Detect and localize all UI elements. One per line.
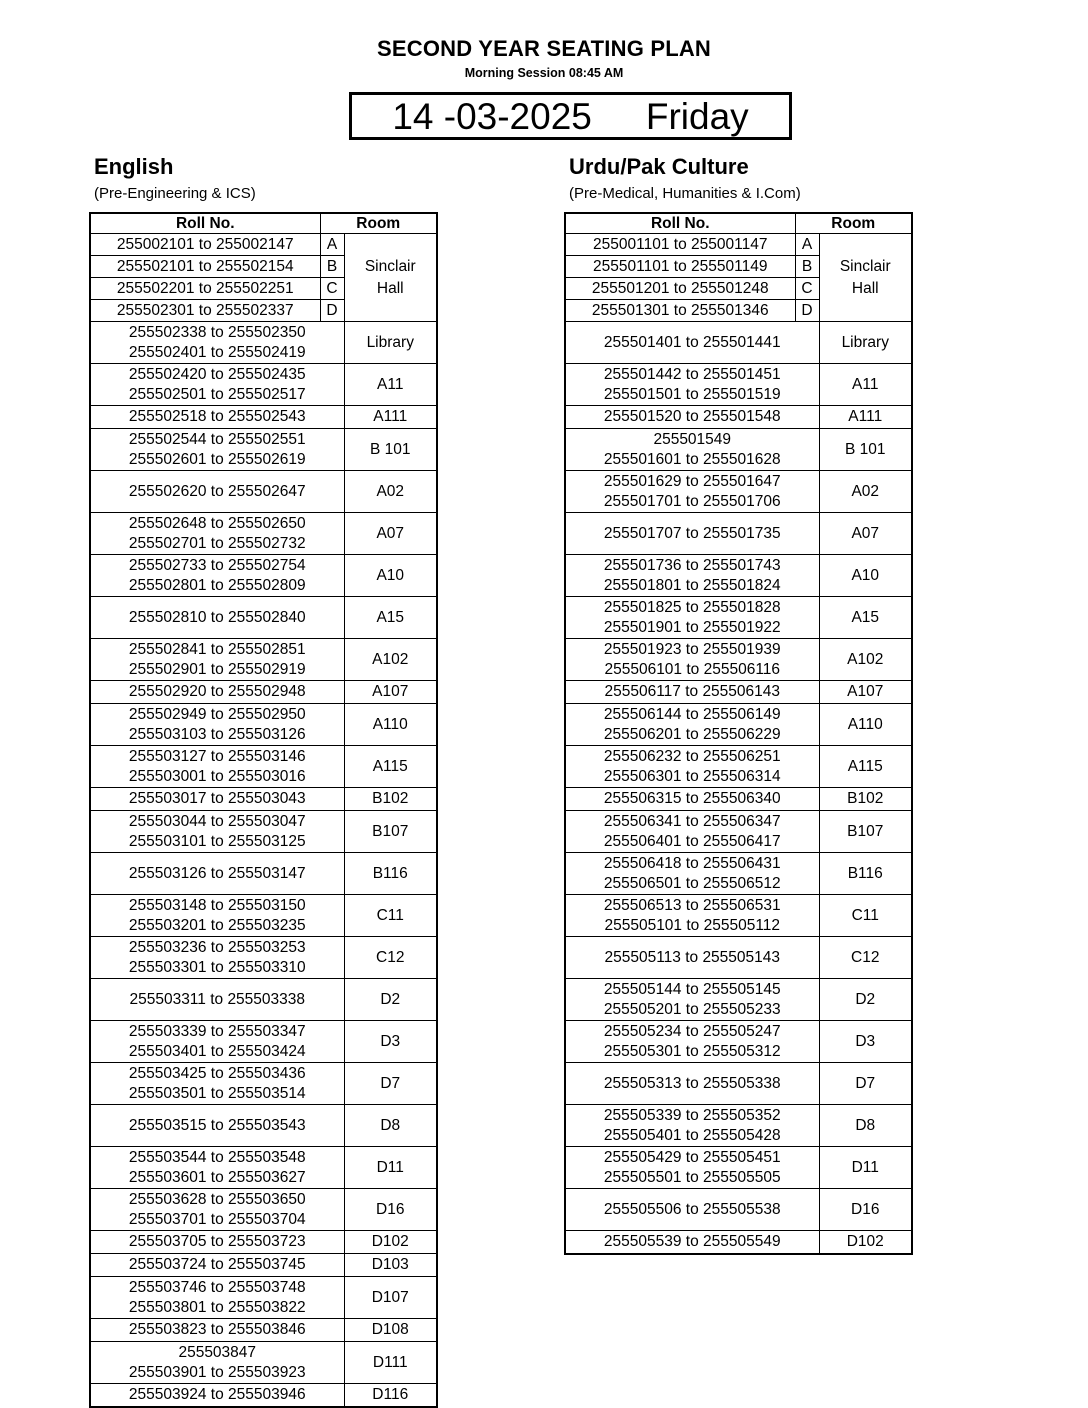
room-name-line: Hall bbox=[376, 279, 404, 297]
exam-day: Friday bbox=[645, 95, 749, 137]
roll-range-line: 255506201 to 255506229 bbox=[603, 725, 781, 743]
roll-range-line: 255501801 to 255501824 bbox=[603, 576, 781, 594]
table-row bbox=[90, 895, 437, 937]
table-row bbox=[90, 704, 437, 746]
roll-range-line: 255506401 to 255506417 bbox=[603, 832, 781, 850]
roll-range-line: 255502620 to 255502647 bbox=[128, 482, 306, 500]
room-cell: A15 bbox=[819, 597, 912, 639]
roll-range-line: 255503901 to 255503923 bbox=[128, 1363, 306, 1381]
room-cell: A11 bbox=[344, 364, 437, 406]
roll-range-cell bbox=[565, 853, 819, 895]
roll-range-cell bbox=[90, 471, 344, 513]
left-stream: (Pre-Engineering & ICS) bbox=[94, 185, 256, 202]
room-cell: D111 bbox=[344, 1342, 437, 1384]
table-row bbox=[90, 811, 437, 853]
roll-range-line: 255502901 to 255502919 bbox=[128, 660, 306, 678]
roll-range-line: 255503425 to 255503436 bbox=[128, 1064, 306, 1082]
roll-range-line: 255503628 to 255503650 bbox=[128, 1190, 306, 1208]
room-cell: D3 bbox=[344, 1021, 437, 1063]
roll-range-cell bbox=[565, 1063, 819, 1105]
room-cell: A10 bbox=[344, 555, 437, 597]
roll-range-cell bbox=[90, 1189, 344, 1231]
roll-range-line: 255503148 to 255503150 bbox=[128, 896, 306, 914]
roll-range-line: 255503746 to 255503748 bbox=[128, 1278, 306, 1296]
roll-range-line: 255501707 to 255501735 bbox=[603, 524, 781, 542]
section-cell: D bbox=[320, 300, 344, 322]
roll-range-cell bbox=[90, 1063, 344, 1105]
room-cell: A107 bbox=[344, 681, 437, 704]
roll-range-line: 255506315 to 255506340 bbox=[603, 790, 781, 807]
table-row bbox=[90, 1254, 437, 1277]
exam-date: 14 -03-2025 bbox=[392, 95, 592, 137]
section-cell: D bbox=[795, 300, 819, 322]
roll-range-cell bbox=[565, 1231, 819, 1255]
roll-range-line: 255503544 to 255503548 bbox=[128, 1148, 306, 1166]
roll-range-line: 255503724 to 255503745 bbox=[128, 1256, 306, 1273]
table-row bbox=[90, 1021, 437, 1063]
section-cell: A bbox=[320, 234, 344, 256]
roll-range-cell bbox=[565, 1021, 819, 1063]
roll-range-cell: 255001101 to 255001147 bbox=[565, 234, 795, 256]
roll-range-cell bbox=[565, 788, 819, 811]
roll-range-cell bbox=[90, 639, 344, 681]
roll-range-cell bbox=[90, 937, 344, 979]
roll-range-line: 255502338 to 255502350 bbox=[128, 323, 306, 341]
roll-range-line: 255502920 to 255502948 bbox=[128, 683, 306, 700]
room-cell: D16 bbox=[344, 1189, 437, 1231]
table-row bbox=[90, 1105, 437, 1147]
roll-range-line: 255503601 to 255503627 bbox=[128, 1168, 306, 1186]
roll-range-line: 255506117 to 255506143 bbox=[604, 683, 781, 700]
roll-range-line: 255501501 to 255501519 bbox=[603, 385, 781, 403]
roll-range-cell bbox=[90, 811, 344, 853]
room-cell: D108 bbox=[344, 1319, 437, 1342]
table-row bbox=[90, 853, 437, 895]
roll-range-cell bbox=[565, 364, 819, 406]
table-row bbox=[90, 1384, 437, 1408]
room-cell: D116 bbox=[344, 1384, 437, 1408]
room-cell: A111 bbox=[344, 406, 437, 429]
table-row bbox=[565, 513, 912, 555]
room-cell: D7 bbox=[819, 1063, 912, 1105]
table-row bbox=[90, 513, 437, 555]
roll-range-cell bbox=[90, 788, 344, 811]
room-cell: D107 bbox=[344, 1277, 437, 1319]
roll-range-line: 255503101 to 255503125 bbox=[128, 832, 306, 850]
roll-range-line: 255501701 to 255501706 bbox=[603, 492, 781, 510]
roll-range-line: 255506418 to 255506431 bbox=[603, 854, 781, 872]
room-cell: A110 bbox=[819, 704, 912, 746]
roll-range-cell bbox=[565, 704, 819, 746]
table-row bbox=[90, 937, 437, 979]
roll-range-cell bbox=[90, 406, 344, 429]
roll-range-line: 255506232 to 255506251 bbox=[603, 747, 781, 765]
roll-range-line: 255503705 to 255503723 bbox=[128, 1233, 306, 1250]
roll-range-cell bbox=[565, 429, 819, 471]
roll-range-line: 255502949 to 255502950 bbox=[128, 705, 306, 723]
roll-range-line: 255503515 to 255503543 bbox=[128, 1116, 306, 1134]
room-header: Room bbox=[320, 213, 437, 234]
roll-range-line: 255503401 to 255503424 bbox=[128, 1042, 306, 1060]
roll-range-cell bbox=[565, 406, 819, 429]
roll-range-cell bbox=[565, 513, 819, 555]
section-cell: B bbox=[320, 256, 344, 278]
roll-range-line: 255503044 to 255503047 bbox=[128, 812, 306, 830]
roll-range-line: 255503801 to 255503822 bbox=[128, 1298, 306, 1316]
room-cell: A15 bbox=[344, 597, 437, 639]
roll-range-cell bbox=[565, 471, 819, 513]
roll-range-line: 255505313 to 255505338 bbox=[603, 1074, 781, 1092]
roll-range-line: 255501549 bbox=[653, 430, 732, 448]
table-row bbox=[565, 746, 912, 788]
roll-range-cell bbox=[90, 429, 344, 471]
roll-range-line: 255503201 to 255503235 bbox=[128, 916, 306, 934]
table-row bbox=[565, 979, 912, 1021]
roll-range-cell bbox=[90, 322, 344, 364]
room-cell: A07 bbox=[819, 513, 912, 555]
room-cell: C12 bbox=[344, 937, 437, 979]
table-row bbox=[90, 639, 437, 681]
roll-range-line: 255506501 to 255506512 bbox=[603, 874, 781, 892]
table-row bbox=[565, 895, 912, 937]
roll-range-line: 255503339 to 255503347 bbox=[128, 1022, 306, 1040]
roll-header: Roll No. bbox=[90, 213, 320, 234]
roll-range-cell bbox=[90, 704, 344, 746]
room-cell: D102 bbox=[819, 1231, 912, 1255]
session-subtitle: Morning Session 08:45 AM bbox=[464, 66, 624, 80]
room-cell: D11 bbox=[819, 1147, 912, 1189]
room-cell: B 101 bbox=[819, 429, 912, 471]
room-cell bbox=[819, 234, 912, 322]
roll-range-line: 255506301 to 255506314 bbox=[603, 767, 781, 785]
table-row bbox=[90, 406, 437, 429]
room-cell: A107 bbox=[819, 681, 912, 704]
table-row bbox=[90, 979, 437, 1021]
roll-range-line: 255502420 to 255502435 bbox=[128, 365, 306, 383]
section-cell: A bbox=[795, 234, 819, 256]
room-cell: D16 bbox=[819, 1189, 912, 1231]
roll-range-line: 255501629 to 255501647 bbox=[603, 472, 781, 490]
table-row bbox=[90, 1231, 437, 1254]
right-seating-table bbox=[564, 212, 913, 1255]
roll-range-cell bbox=[565, 681, 819, 704]
room-cell: A02 bbox=[344, 471, 437, 513]
roll-range-line: 255505539 to 255505549 bbox=[603, 1233, 781, 1250]
room-cell: A11 bbox=[819, 364, 912, 406]
roll-range-cell bbox=[90, 895, 344, 937]
roll-range-cell bbox=[565, 597, 819, 639]
section-cell: C bbox=[795, 278, 819, 300]
left-subject: English bbox=[94, 154, 174, 179]
table-row bbox=[90, 1277, 437, 1319]
right-subject: Urdu/Pak Culture bbox=[569, 154, 749, 179]
roll-range-line: 255503924 to 255503946 bbox=[128, 1386, 306, 1403]
room-cell: A110 bbox=[344, 704, 437, 746]
roll-range-line: 255501520 to 255501548 bbox=[603, 408, 781, 425]
roll-range-line: 255505506 to 255505538 bbox=[603, 1200, 781, 1218]
table-row bbox=[90, 1063, 437, 1105]
table-row bbox=[565, 429, 912, 471]
roll-range-cell bbox=[90, 1147, 344, 1189]
roll-header: Roll No. bbox=[565, 213, 795, 234]
roll-range-cell: 255501301 to 255501346 bbox=[565, 300, 795, 322]
section-cell: C bbox=[320, 278, 344, 300]
roll-range-line: 255505101 to 255505112 bbox=[604, 916, 781, 934]
table-row bbox=[90, 234, 437, 256]
roll-range-cell bbox=[90, 1384, 344, 1408]
date-box bbox=[349, 92, 792, 140]
roll-range-cell bbox=[565, 555, 819, 597]
roll-range-cell bbox=[90, 597, 344, 639]
roll-range-line: 255505113 to 255505143 bbox=[604, 948, 781, 966]
table-row bbox=[565, 555, 912, 597]
roll-range-line: 255505301 to 255505312 bbox=[603, 1042, 781, 1060]
roll-range-line: 255503126 to 255503147 bbox=[128, 864, 306, 882]
room-cell: D8 bbox=[819, 1105, 912, 1147]
roll-range-line: 255503103 to 255503126 bbox=[128, 725, 306, 743]
roll-range-line: 255503701 to 255503704 bbox=[128, 1210, 306, 1228]
roll-range-line: 255503127 to 255503146 bbox=[128, 747, 306, 765]
roll-range-cell bbox=[90, 364, 344, 406]
roll-range-cell bbox=[565, 1189, 819, 1231]
room-cell: Library bbox=[344, 322, 437, 364]
roll-range-cell bbox=[90, 1105, 344, 1147]
room-cell: Library bbox=[819, 322, 912, 364]
roll-range-cell bbox=[90, 1277, 344, 1319]
roll-range-line: 255503236 to 255503253 bbox=[128, 938, 306, 956]
roll-range-line: 255501923 to 255501939 bbox=[603, 640, 781, 658]
roll-range-cell bbox=[565, 895, 819, 937]
room-cell: C11 bbox=[344, 895, 437, 937]
roll-range-line: 255502841 to 255502851 bbox=[128, 640, 306, 658]
page-title: SECOND YEAR SEATING PLAN bbox=[376, 36, 712, 61]
room-cell: D103 bbox=[344, 1254, 437, 1277]
roll-range-line: 255501825 to 255501828 bbox=[603, 598, 781, 616]
roll-range-cell bbox=[90, 681, 344, 704]
roll-range-line: 255502401 to 255502419 bbox=[128, 343, 306, 361]
roll-range-cell bbox=[565, 1105, 819, 1147]
room-cell: D3 bbox=[819, 1021, 912, 1063]
roll-range-cell: 255502301 to 255502337 bbox=[90, 300, 320, 322]
table-row bbox=[90, 364, 437, 406]
roll-range-line: 255502501 to 255502517 bbox=[128, 385, 306, 403]
room-cell: B107 bbox=[344, 811, 437, 853]
roll-range-cell bbox=[90, 979, 344, 1021]
roll-range-cell bbox=[90, 1319, 344, 1342]
table-row bbox=[565, 639, 912, 681]
table-row bbox=[90, 1319, 437, 1342]
roll-range-cell bbox=[90, 1231, 344, 1254]
roll-range-cell bbox=[565, 811, 819, 853]
roll-range-line: 255505234 to 255505247 bbox=[603, 1022, 781, 1040]
roll-range-line: 255502733 to 255502754 bbox=[128, 556, 306, 574]
table-row bbox=[90, 1189, 437, 1231]
room-cell: B102 bbox=[344, 788, 437, 811]
table-row bbox=[90, 681, 437, 704]
room-cell: D8 bbox=[344, 1105, 437, 1147]
table-row bbox=[565, 704, 912, 746]
table-row bbox=[565, 681, 912, 704]
room-cell: D2 bbox=[344, 979, 437, 1021]
roll-range-line: 255506144 to 255506149 bbox=[603, 705, 781, 723]
roll-range-cell bbox=[90, 1254, 344, 1277]
roll-range-line: 255503301 to 255503310 bbox=[128, 958, 306, 976]
table-row bbox=[565, 1231, 912, 1255]
roll-range-cell: 255002101 to 255002147 bbox=[90, 234, 320, 256]
room-name-line: Sinclair bbox=[839, 257, 891, 275]
roll-range-cell bbox=[565, 937, 819, 979]
table-row bbox=[90, 788, 437, 811]
roll-range-cell: 255502201 to 255502251 bbox=[90, 278, 320, 300]
roll-range-cell bbox=[90, 1021, 344, 1063]
table-row bbox=[565, 853, 912, 895]
roll-range-line: 255505339 to 255505352 bbox=[603, 1106, 781, 1124]
roll-range-line: 255505144 to 255505145 bbox=[603, 980, 781, 998]
room-cell: A102 bbox=[819, 639, 912, 681]
roll-range-line: 255502601 to 255502619 bbox=[128, 450, 306, 468]
room-cell: A102 bbox=[344, 639, 437, 681]
roll-range-cell bbox=[565, 746, 819, 788]
roll-range-cell bbox=[565, 322, 819, 364]
room-cell: C11 bbox=[819, 895, 912, 937]
roll-range-line: 255501442 to 255501451 bbox=[603, 365, 781, 383]
roll-range-line: 255501401 to 255501441 bbox=[603, 333, 781, 351]
roll-range-cell bbox=[565, 979, 819, 1021]
roll-range-cell: 255502101 to 255502154 bbox=[90, 256, 320, 278]
roll-range-cell bbox=[90, 853, 344, 895]
room-cell: A111 bbox=[819, 406, 912, 429]
table-row bbox=[90, 471, 437, 513]
room-header: Room bbox=[795, 213, 912, 234]
roll-range-line: 255501601 to 255501628 bbox=[603, 450, 781, 468]
roll-range-line: 255505201 to 255505233 bbox=[603, 1000, 781, 1018]
room-cell: A115 bbox=[819, 746, 912, 788]
room-cell: A07 bbox=[344, 513, 437, 555]
roll-range-line: 255503001 to 255503016 bbox=[128, 767, 306, 785]
roll-range-cell bbox=[90, 1342, 344, 1384]
room-name-line: Sinclair bbox=[364, 257, 416, 275]
table-row bbox=[565, 1105, 912, 1147]
roll-range-cell bbox=[90, 513, 344, 555]
roll-range-line: 255502801 to 255502809 bbox=[128, 576, 306, 594]
roll-range-line: 255506513 to 255506531 bbox=[603, 896, 781, 914]
table-row bbox=[565, 406, 912, 429]
table-row bbox=[90, 322, 437, 364]
roll-range-line: 255503501 to 255503514 bbox=[128, 1084, 306, 1102]
table-row bbox=[90, 597, 437, 639]
left-seating-table bbox=[89, 212, 438, 1408]
right-stream: (Pre-Medical, Humanities & I.Com) bbox=[569, 185, 801, 202]
room-cell: D11 bbox=[344, 1147, 437, 1189]
table-row bbox=[565, 1147, 912, 1189]
roll-range-line: 255505401 to 255505428 bbox=[603, 1126, 781, 1144]
room-cell bbox=[344, 234, 437, 322]
roll-range-cell: 255501101 to 255501149 bbox=[565, 256, 795, 278]
table-row bbox=[565, 234, 912, 256]
roll-range-line: 255502810 to 255502840 bbox=[128, 608, 306, 626]
roll-range-line: 255503311 to 255503338 bbox=[129, 990, 306, 1008]
room-cell: A10 bbox=[819, 555, 912, 597]
room-cell: B116 bbox=[819, 853, 912, 895]
table-row bbox=[565, 1021, 912, 1063]
roll-range-line: 255502518 to 255502543 bbox=[128, 408, 306, 425]
roll-range-line: 255502648 to 255502650 bbox=[128, 514, 306, 532]
roll-range-cell: 255501201 to 255501248 bbox=[565, 278, 795, 300]
roll-range-line: 255503017 to 255503043 bbox=[128, 790, 306, 807]
table-row bbox=[565, 597, 912, 639]
table-row bbox=[90, 746, 437, 788]
room-cell: C12 bbox=[819, 937, 912, 979]
roll-range-line: 255502701 to 255502732 bbox=[128, 534, 306, 552]
room-cell: A115 bbox=[344, 746, 437, 788]
table-row bbox=[90, 429, 437, 471]
room-cell: B 101 bbox=[344, 429, 437, 471]
table-row bbox=[90, 1147, 437, 1189]
table-row bbox=[565, 322, 912, 364]
roll-range-cell bbox=[90, 746, 344, 788]
room-cell: B102 bbox=[819, 788, 912, 811]
roll-range-line: 255501901 to 255501922 bbox=[603, 618, 781, 636]
room-cell: D7 bbox=[344, 1063, 437, 1105]
roll-range-line: 255505501 to 255505505 bbox=[603, 1168, 781, 1186]
room-name-line: Hall bbox=[851, 279, 879, 297]
table-row bbox=[565, 364, 912, 406]
room-cell: D2 bbox=[819, 979, 912, 1021]
room-cell: B107 bbox=[819, 811, 912, 853]
table-row bbox=[565, 811, 912, 853]
roll-range-line: 255503823 to 255503846 bbox=[128, 1321, 306, 1338]
roll-range-line: 255503847 bbox=[178, 1343, 257, 1361]
roll-range-line: 255506341 to 255506347 bbox=[603, 812, 781, 830]
roll-range-line: 255501736 to 255501743 bbox=[603, 556, 781, 574]
section-cell: B bbox=[795, 256, 819, 278]
table-row bbox=[565, 937, 912, 979]
roll-range-cell bbox=[565, 1147, 819, 1189]
roll-range-line: 255506101 to 255506116 bbox=[604, 660, 781, 678]
roll-range-cell bbox=[90, 555, 344, 597]
table-row bbox=[565, 1189, 912, 1231]
table-row bbox=[565, 471, 912, 513]
table-row bbox=[565, 788, 912, 811]
roll-range-line: 255505429 to 255505451 bbox=[603, 1148, 781, 1166]
room-cell: B116 bbox=[344, 853, 437, 895]
room-cell: A02 bbox=[819, 471, 912, 513]
roll-range-cell bbox=[565, 639, 819, 681]
table-row bbox=[90, 555, 437, 597]
table-row bbox=[90, 1342, 437, 1384]
table-row bbox=[565, 1063, 912, 1105]
roll-range-line: 255502544 to 255502551 bbox=[128, 430, 306, 448]
room-cell: D102 bbox=[344, 1231, 437, 1254]
